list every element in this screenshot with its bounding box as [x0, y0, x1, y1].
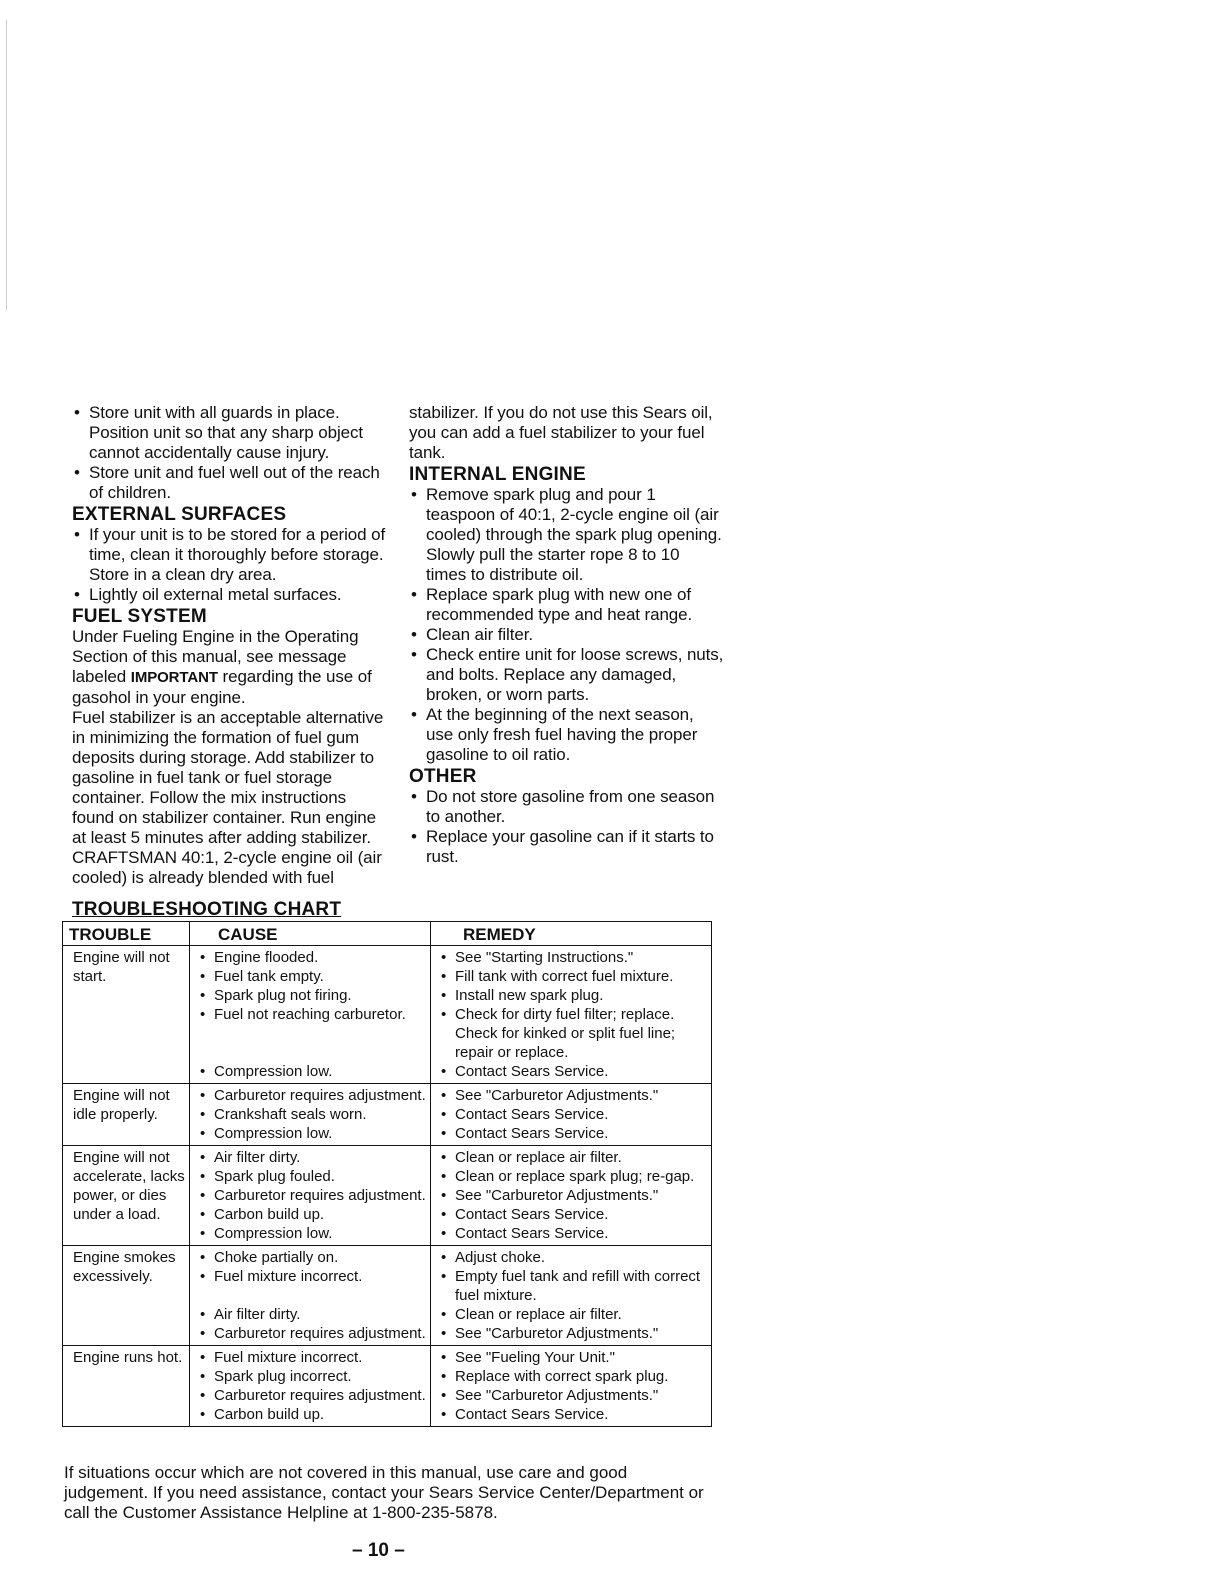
continued-paragraph: stabilizer. If you do not use this Sears oil, you can add a fuel stabilizer to your fuel tank. [409, 403, 713, 462]
assistance-footer: If situations occur which are not covered in this manual, use care and good judgement. If you need assistance, contact your Sears Service Center/Department or call the Customer Assistance Helpline at 1-800-235-5878. [64, 1463, 704, 1522]
trouble-cell: Engine will not start. [63, 946, 190, 1084]
cause-item: • Carburetor requires adjustment. [198, 1186, 426, 1205]
important-label: IMPORTANT [130, 669, 218, 686]
left-column [72, 403, 390, 888]
storage-bullet: • Store unit and fuel well out of the reach of children. [72, 463, 390, 503]
remedy-item: • Install new spark plug. [439, 986, 707, 1005]
cause-item: • Fuel mixture incorrect. [198, 1267, 426, 1286]
remedy-item: • Fill tank with correct fuel mixture. [439, 967, 707, 986]
remedy-item: • Clean or replace air filter. [439, 1305, 707, 1324]
cause-item: • Carburetor requires adjustment. [198, 1386, 426, 1405]
remedy-item: • Empty fuel tank and refill with correct fuel mixture. [439, 1267, 707, 1305]
trouble-cell: Engine smokes excessively. [63, 1246, 190, 1346]
cause-item: • Carbon build up. [198, 1405, 426, 1424]
cause-item: • Spark plug fouled. [198, 1167, 426, 1186]
external-surfaces-heading: EXTERNAL SURFACES [72, 504, 287, 525]
remedy-cell [431, 1146, 712, 1246]
remedy-item: • Contact Sears Service. [439, 1205, 707, 1224]
header-trouble: TROUBLE [63, 922, 190, 946]
cause-spacer [198, 1024, 426, 1062]
scan-edge-line [6, 20, 7, 310]
cause-item: • Fuel not reaching carburetor. [198, 1005, 426, 1024]
external-surfaces-bullet: • If your unit is to be stored for a period of time, clean it thoroughly before storage. Store in a clean dry area. [72, 525, 390, 585]
internal-engine-bullet: • Clean air filter. [409, 625, 724, 645]
cause-item: • Choke partially on. [198, 1248, 426, 1267]
troubleshooting-chart-title: TROUBLESHOOTING CHART [72, 899, 342, 920]
cause-item: • Air filter dirty. [198, 1305, 426, 1324]
cause-item: • Carburetor requires adjustment. [198, 1086, 426, 1105]
table-row [63, 946, 712, 1084]
cause-item: • Engine flooded. [198, 948, 426, 967]
cause-cell [190, 1146, 431, 1246]
remedy-item: • Contact Sears Service. [439, 1124, 707, 1143]
internal-engine-bullet: • Remove spark plug and pour 1 teaspoon of 40:1, 2-cycle engine oil (air cooled) through the spark plug opening. Slowly pull the starter rope 8 to 10 times to distribute oil. [409, 485, 724, 585]
cause-cell [190, 1084, 431, 1146]
remedy-item: • Contact Sears Service. [439, 1224, 707, 1243]
fuel-system-paragraph-2: Fuel stabilizer is an acceptable alternative in minimizing the formation of fuel gum deposits during storage. Add stabilizer to gasoline in fuel tank or fuel storage container. Follow the mix instructions found on stabilizer container. Run engine at least 5 minutes after adding stabilizer. CRAFTSMAN 40:1, 2-cycle engine oil (air cooled) is already blended with fuel [72, 708, 384, 887]
remedy-item: • See "Fueling Your Unit." [439, 1348, 707, 1367]
cause-item: • Fuel tank empty. [198, 967, 426, 986]
fuel-system-text: Under Fueling Engine in the Operating Section of this manual, see message labeled [72, 627, 359, 686]
remedy-item: • Clean or replace spark plug; re-gap. [439, 1167, 707, 1186]
cause-item: • Fuel mixture incorrect. [198, 1348, 426, 1367]
table-header-row [63, 922, 712, 946]
cause-item: • Crankshaft seals worn. [198, 1105, 426, 1124]
cause-item: • Carburetor requires adjustment. [198, 1324, 426, 1343]
remedy-item: • See "Carburetor Adjustments." [439, 1186, 707, 1205]
other-bullet: • Do not store gasoline from one season to another. [409, 787, 724, 827]
trouble-cell: Engine runs hot. [63, 1346, 190, 1427]
cause-item: • Spark plug not firing. [198, 986, 426, 1005]
remedy-item: • See "Carburetor Adjustments." [439, 1086, 707, 1105]
cause-item: • Carbon build up. [198, 1205, 426, 1224]
table-row [63, 1246, 712, 1346]
fuel-system-text: regarding the use of gasohol in your engine. [72, 667, 372, 707]
remedy-cell [431, 1246, 712, 1346]
header-cause: CAUSE [190, 922, 431, 946]
internal-engine-bullet: • Check entire unit for loose screws, nuts, and bolts. Replace any damaged, broken, or worn parts. [409, 645, 724, 705]
storage-bullet: • Store unit with all guards in place. Position unit so that any sharp object cannot accidentally cause injury. [72, 403, 390, 463]
fuel-system-heading: FUEL SYSTEM [72, 606, 207, 627]
header-remedy: REMEDY [431, 922, 712, 946]
cause-item: • Spark plug incorrect. [198, 1367, 426, 1386]
remedy-item: • See "Carburetor Adjustments." [439, 1324, 707, 1343]
page-number: – 10 – [352, 1540, 405, 1561]
cause-item: • Air filter dirty. [198, 1148, 426, 1167]
cause-item: • Compression low. [198, 1224, 426, 1243]
remedy-cell [431, 1084, 712, 1146]
remedy-item: • Contact Sears Service. [439, 1105, 707, 1124]
cause-spacer [198, 1286, 426, 1305]
internal-engine-heading: INTERNAL ENGINE [409, 464, 586, 485]
remedy-item: • Adjust choke. [439, 1248, 707, 1267]
trouble-cell: Engine will not idle properly. [63, 1084, 190, 1146]
remedy-item: • See "Carburetor Adjustments." [439, 1386, 707, 1405]
internal-engine-bullet: • At the beginning of the next season, use only fresh fuel having the proper gasoline to oil ratio. [409, 705, 724, 765]
cause-item: • Compression low. [198, 1124, 426, 1143]
remedy-item: • See "Starting Instructions." [439, 948, 707, 967]
cause-cell [190, 1346, 431, 1427]
remedy-item: • Contact Sears Service. [439, 1405, 707, 1424]
cause-item: • Compression low. [198, 1062, 426, 1081]
internal-engine-bullet: • Replace spark plug with new one of recommended type and heat range. [409, 585, 724, 625]
right-column [409, 403, 724, 867]
table-row [63, 1146, 712, 1246]
cause-cell [190, 1246, 431, 1346]
remedy-item: • Replace with correct spark plug. [439, 1367, 707, 1386]
cause-cell [190, 946, 431, 1084]
table-row [63, 1084, 712, 1146]
remedy-item: • Contact Sears Service. [439, 1062, 707, 1081]
other-heading: OTHER [409, 766, 477, 787]
fuel-system-paragraph-1 [72, 627, 390, 708]
other-bullet: • Replace your gasoline can if it starts to rust. [409, 827, 724, 867]
trouble-cell: Engine will not accelerate, lacks power, or dies under a load. [63, 1146, 190, 1246]
remedy-item: • Clean or replace air filter. [439, 1148, 707, 1167]
table-row [63, 1346, 712, 1427]
remedy-cell [431, 1346, 712, 1427]
remedy-item: • Check for dirty fuel filter; replace. Check for kinked or split fuel line; repair or replace. [439, 1005, 707, 1062]
troubleshooting-table [62, 921, 712, 1427]
external-surfaces-bullet: • Lightly oil external metal surfaces. [72, 585, 390, 605]
remedy-cell [431, 946, 712, 1084]
